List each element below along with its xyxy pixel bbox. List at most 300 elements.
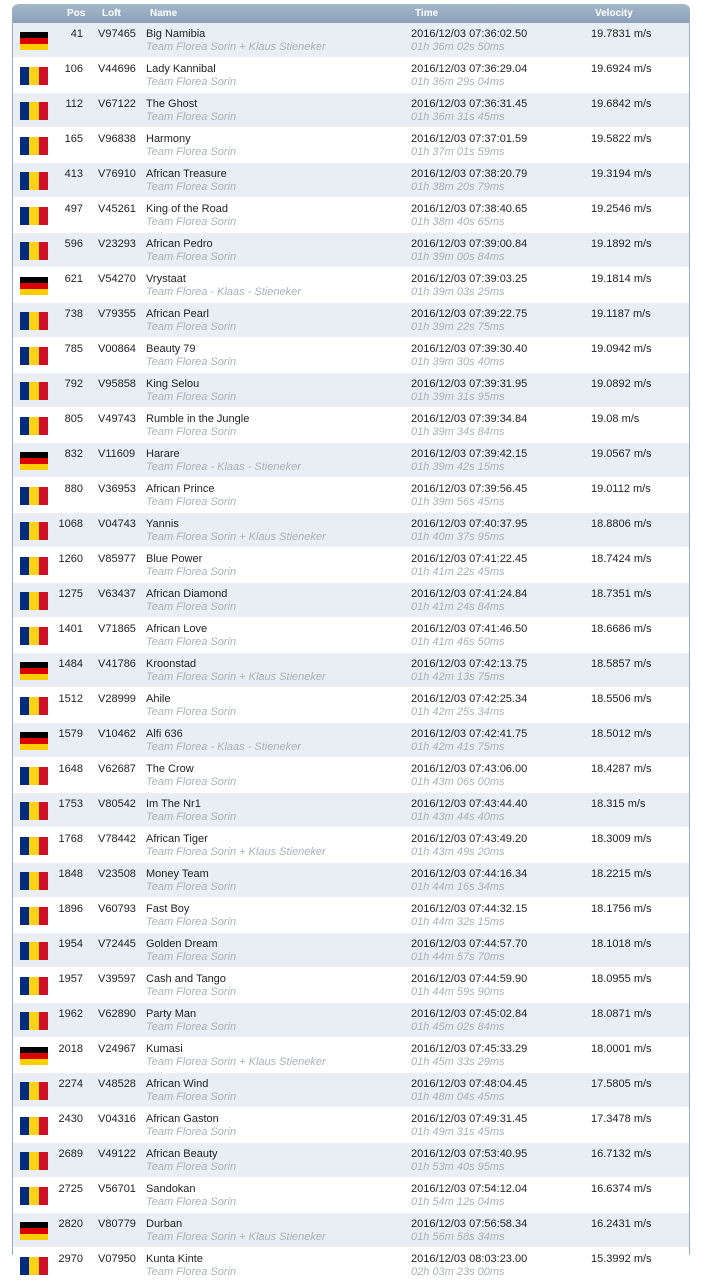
- team-name: Team Florea Sorin: [146, 811, 237, 823]
- loft-cell: V00864: [98, 343, 136, 355]
- flag-stripe: [20, 312, 29, 330]
- arrival-time: 2016/12/03 07:45:02.84: [411, 1008, 528, 1020]
- flight-duration: 01h 39m 03s 25ms: [411, 286, 505, 298]
- team-name: Team Florea Sorin: [146, 1126, 237, 1138]
- team-name: Team Florea Sorin: [146, 1161, 237, 1173]
- loft-cell: V23508: [98, 868, 136, 880]
- velocity-cell: 19.3194 m/s: [591, 168, 652, 180]
- arrival-time: 2016/12/03 07:36:31.45: [411, 98, 528, 110]
- pos-cell: 785: [64, 343, 83, 355]
- col-loft-header[interactable]: Loft: [102, 8, 121, 19]
- table-row[interactable]: [13, 128, 689, 163]
- pigeon-name[interactable]: Blue Power: [146, 553, 203, 565]
- arrival-time: 2016/12/03 07:48:04.45: [411, 1078, 528, 1090]
- pos-cell: 596: [64, 238, 83, 250]
- arrival-time: 2016/12/03 07:39:31.95: [411, 378, 528, 390]
- arrival-time: 2016/12/03 07:41:46.50: [411, 623, 528, 635]
- loft-cell: V04743: [98, 518, 136, 530]
- pigeon-name[interactable]: Im The Nr1: [146, 798, 201, 810]
- pos-cell: 805: [64, 413, 83, 425]
- velocity-cell: 17.5805 m/s: [591, 1078, 652, 1090]
- velocity-cell: 18.0871 m/s: [591, 1008, 652, 1020]
- velocity-cell: 18.5012 m/s: [591, 728, 652, 740]
- team-name: Team Florea Sorin: [146, 111, 237, 123]
- arrival-time: 2016/12/03 07:36:02.50: [411, 28, 528, 40]
- loft-cell: V96838: [98, 133, 136, 145]
- table-row[interactable]: [13, 688, 689, 723]
- table-row[interactable]: [13, 828, 689, 863]
- team-name: Team Florea Sorin: [146, 951, 237, 963]
- pos-cell: 2820: [58, 1218, 83, 1230]
- pigeon-name[interactable]: King Selou: [146, 378, 200, 390]
- loft-cell: V67122: [98, 98, 136, 110]
- pigeon-name[interactable]: African Gaston: [146, 1113, 219, 1125]
- flight-duration: 01h 48m 04s 45ms: [411, 1091, 505, 1103]
- pigeon-name[interactable]: Durban: [146, 1218, 183, 1230]
- pigeon-name[interactable]: Beauty 79: [146, 343, 196, 355]
- table-row[interactable]: [13, 1178, 689, 1213]
- loft-cell: V79355: [98, 308, 136, 320]
- arrival-time: 2016/12/03 07:53:40.95: [411, 1148, 528, 1160]
- flight-duration: 01h 41m 46s 50ms: [411, 636, 505, 648]
- arrival-time: 2016/12/03 07:39:30.40: [411, 343, 528, 355]
- velocity-cell: 17.3478 m/s: [591, 1113, 652, 1125]
- loft-cell: V78442: [98, 833, 136, 845]
- pos-cell: 106: [64, 63, 83, 75]
- velocity-cell: 18.315 m/s: [591, 798, 646, 810]
- pigeon-name[interactable]: African Pearl: [146, 308, 209, 320]
- loft-cell: V54270: [98, 273, 136, 285]
- pigeon-name[interactable]: Kunta Kinte: [146, 1253, 203, 1265]
- pigeon-name[interactable]: Kroonstad: [146, 658, 197, 670]
- arrival-time: 2016/12/03 07:38:20.79: [411, 168, 528, 180]
- pigeon-name[interactable]: Golden Dream: [146, 938, 218, 950]
- pos-cell: 880: [64, 483, 83, 495]
- pos-cell: 1579: [58, 728, 83, 740]
- pos-cell: 165: [64, 133, 83, 145]
- flight-duration: 01h 39m 00s 84ms: [411, 251, 505, 263]
- pigeon-name[interactable]: African Love: [146, 623, 208, 635]
- pigeon-name[interactable]: African Prince: [146, 483, 215, 495]
- flight-duration: 01h 36m 31s 45ms: [411, 111, 505, 123]
- velocity-cell: 19.1814 m/s: [591, 273, 652, 285]
- arrival-time: 2016/12/03 07:44:32.15: [411, 903, 528, 915]
- flight-duration: 01h 42m 25s 34ms: [411, 706, 505, 718]
- flag-stripe: [20, 347, 29, 365]
- team-name: Team Florea - Klaas - Stieneker: [146, 461, 301, 473]
- flag-stripe: [20, 242, 29, 260]
- loft-cell: V44696: [98, 63, 136, 75]
- flag-stripe: [20, 977, 29, 995]
- velocity-cell: 19.6924 m/s: [591, 63, 652, 75]
- velocity-cell: 19.0567 m/s: [591, 448, 652, 460]
- velocity-cell: 19.1187 m/s: [591, 308, 651, 320]
- arrival-time: 2016/12/03 07:42:13.75: [411, 658, 528, 670]
- arrival-time: 2016/12/03 07:42:41.75: [411, 728, 528, 740]
- arrival-time: 2016/12/03 07:39:03.25: [411, 273, 528, 285]
- flight-duration: 01h 41m 22s 45ms: [411, 566, 505, 578]
- pigeon-name[interactable]: Money Team: [146, 868, 209, 880]
- loft-cell: V23293: [98, 238, 136, 250]
- pigeon-name[interactable]: King of the Road: [146, 203, 228, 215]
- loft-cell: V63437: [98, 588, 136, 600]
- pigeon-name[interactable]: Alfi 636: [146, 728, 183, 740]
- table-row[interactable]: [13, 618, 689, 653]
- pigeon-name[interactable]: Big Namibia: [146, 28, 206, 40]
- flag-stripe: [20, 592, 29, 610]
- loft-cell: V56701: [98, 1183, 136, 1195]
- pigeon-name[interactable]: African Beauty: [146, 1148, 218, 1160]
- table-row[interactable]: [13, 1143, 689, 1178]
- pigeon-name[interactable]: African Treasure: [146, 168, 227, 180]
- flag-stripe: [20, 1012, 29, 1030]
- flag-stripe: [20, 1234, 48, 1240]
- pos-cell: 792: [64, 378, 83, 390]
- team-name: Team Florea Sorin: [146, 496, 237, 508]
- velocity-cell: 16.2431 m/s: [591, 1218, 652, 1230]
- pigeon-name[interactable]: The Ghost: [146, 98, 198, 110]
- team-name: Team Florea Sorin: [146, 426, 237, 438]
- table-row[interactable]: [13, 373, 689, 408]
- table-row[interactable]: [13, 198, 689, 233]
- table-row[interactable]: [13, 93, 689, 128]
- team-name: Team Florea Sorin: [146, 706, 237, 718]
- flight-duration: 01h 45m 02s 84ms: [411, 1021, 505, 1033]
- flag-stripe: [20, 172, 29, 190]
- loft-cell: V62687: [98, 763, 136, 775]
- loft-cell: V49743: [98, 413, 136, 425]
- arrival-time: 2016/12/03 07:39:34.84: [411, 413, 528, 425]
- loft-cell: V04316: [98, 1113, 136, 1125]
- flag-stripe: [20, 674, 48, 680]
- team-name: Team Florea Sorin: [146, 391, 237, 403]
- flag-stripe: [20, 289, 48, 295]
- velocity-cell: 18.6686 m/s: [591, 623, 652, 635]
- flight-duration: 01h 43m 44s 40ms: [411, 811, 505, 823]
- arrival-time: 2016/12/03 07:43:06.00: [411, 763, 528, 775]
- flag-stripe: [20, 627, 29, 645]
- loft-cell: V95858: [98, 378, 136, 390]
- team-name: Team Florea Sorin + Klaus Stieneker: [146, 1056, 326, 1068]
- pos-cell: 1848: [58, 868, 83, 880]
- pigeon-name[interactable]: African Pedro: [146, 238, 213, 250]
- team-name: Team Florea Sorin: [146, 216, 237, 228]
- team-name: Team Florea Sorin: [146, 776, 237, 788]
- arrival-time: 2016/12/03 07:56:58.34: [411, 1218, 528, 1230]
- loft-cell: V39597: [98, 973, 136, 985]
- pos-cell: 1401: [58, 623, 83, 635]
- table-row[interactable]: [13, 408, 689, 443]
- team-name: Team Florea Sorin: [146, 356, 237, 368]
- team-name: Team Florea Sorin: [146, 636, 237, 648]
- table-row[interactable]: [13, 1038, 689, 1073]
- team-name: Team Florea Sorin: [146, 76, 237, 88]
- flag-stripe: [20, 942, 29, 960]
- arrival-time: 2016/12/03 07:43:49.20: [411, 833, 528, 845]
- arrival-time: 2016/12/03 07:39:00.84: [411, 238, 528, 250]
- team-name: Team Florea Sorin: [146, 146, 237, 158]
- pos-cell: 1954: [58, 938, 83, 950]
- table-row[interactable]: [13, 1003, 689, 1038]
- velocity-cell: 19.0942 m/s: [591, 343, 652, 355]
- team-name: Team Florea Sorin: [146, 181, 237, 193]
- flag-stripe: [20, 137, 29, 155]
- pos-cell: 1484: [58, 658, 83, 670]
- velocity-cell: 19.6842 m/s: [591, 98, 652, 110]
- team-name: Team Florea Sorin + Klaus Stieneker: [146, 846, 326, 858]
- pigeon-name[interactable]: Kumasi: [146, 1043, 183, 1055]
- pos-cell: 2970: [58, 1253, 83, 1265]
- flag-stripe: [20, 487, 29, 505]
- pigeon-name[interactable]: Sandokan: [146, 1183, 196, 1195]
- team-name: Team Florea Sorin + Klaus Stieneker: [146, 41, 326, 53]
- table-row[interactable]: [13, 758, 689, 793]
- velocity-cell: 18.4287 m/s: [591, 763, 652, 775]
- table-row[interactable]: [13, 548, 689, 583]
- flag-stripe: [20, 767, 29, 785]
- table-row[interactable]: [13, 303, 689, 338]
- flag-stripe: [20, 744, 48, 750]
- col-velocity-header[interactable]: Velocity: [595, 8, 633, 19]
- velocity-cell: 16.6374 m/s: [591, 1183, 652, 1195]
- pos-cell: 1753: [58, 798, 83, 810]
- table-row[interactable]: [13, 268, 689, 303]
- loft-cell: V28999: [98, 693, 136, 705]
- team-name: Team Florea Sorin: [146, 1266, 237, 1278]
- table-row[interactable]: [13, 863, 689, 898]
- pigeon-name[interactable]: Lady Kannibal: [146, 63, 216, 75]
- loft-cell: V41786: [98, 658, 136, 670]
- col-time-header[interactable]: Time: [415, 8, 439, 19]
- pos-cell: 1648: [58, 763, 83, 775]
- flight-duration: 01h 42m 13s 75ms: [411, 671, 505, 683]
- table-row[interactable]: [13, 1248, 689, 1283]
- results-panel: [12, 4, 690, 1278]
- flight-duration: 01h 54m 12s 04ms: [411, 1196, 505, 1208]
- flag-stripe: [20, 522, 29, 540]
- col-name-header[interactable]: Name: [150, 8, 178, 19]
- pos-cell: 2430: [58, 1113, 83, 1125]
- team-name: Team Florea Sorin: [146, 251, 237, 263]
- arrival-time: 2016/12/03 07:45:33.29: [411, 1043, 528, 1055]
- velocity-cell: 18.0001 m/s: [591, 1043, 652, 1055]
- flag-stripe: [20, 417, 29, 435]
- flag-stripe: [20, 872, 29, 890]
- pigeon-name[interactable]: African Tiger: [146, 833, 208, 845]
- loft-cell: V71865: [98, 623, 136, 635]
- table-row[interactable]: [13, 338, 689, 373]
- flight-duration: 01h 44m 32s 15ms: [411, 916, 505, 928]
- loft-cell: V48528: [98, 1078, 136, 1090]
- flag-stripe: [20, 697, 29, 715]
- table-row[interactable]: [13, 1073, 689, 1108]
- team-name: Team Florea Sorin: [146, 916, 237, 928]
- team-name: Team Florea Sorin: [146, 321, 237, 333]
- team-name: Team Florea Sorin: [146, 1021, 237, 1033]
- arrival-time: 2016/12/03 07:41:22.45: [411, 553, 528, 565]
- velocity-cell: 18.7351 m/s: [591, 588, 652, 600]
- team-name: Team Florea Sorin: [146, 566, 237, 578]
- pigeon-name[interactable]: Vrystaat: [146, 273, 186, 285]
- team-name: Team Florea Sorin: [146, 881, 237, 893]
- velocity-cell: 18.5857 m/s: [591, 658, 652, 670]
- table-row[interactable]: [13, 163, 689, 198]
- pigeon-name[interactable]: Rumble in the Jungle: [146, 413, 250, 425]
- pos-cell: 738: [64, 308, 83, 320]
- arrival-time: 2016/12/03 07:44:57.70: [411, 938, 528, 950]
- pigeon-name[interactable]: Fast Boy: [146, 903, 190, 915]
- pigeon-name[interactable]: Harmony: [146, 133, 191, 145]
- flight-duration: 01h 39m 42s 15ms: [411, 461, 505, 473]
- table-row[interactable]: [13, 793, 689, 828]
- flag-stripe: [20, 464, 48, 470]
- arrival-time: 2016/12/03 07:44:59.90: [411, 973, 528, 985]
- flight-duration: 01h 39m 56s 45ms: [411, 496, 505, 508]
- flag-stripe: [20, 102, 29, 120]
- flight-duration: 01h 36m 29s 04ms: [411, 76, 505, 88]
- loft-cell: V24967: [98, 1043, 136, 1055]
- table-row[interactable]: [13, 478, 689, 513]
- flag-stripe: [20, 1187, 29, 1205]
- table-row[interactable]: [13, 233, 689, 268]
- flag-stripe: [20, 557, 29, 575]
- pigeon-name[interactable]: The Crow: [146, 763, 194, 775]
- flight-duration: 01h 38m 40s 65ms: [411, 216, 505, 228]
- flight-duration: 01h 38m 20s 79ms: [411, 181, 505, 193]
- pigeon-name[interactable]: Party Man: [146, 1008, 197, 1020]
- pos-cell: 1896: [58, 903, 83, 915]
- table-row[interactable]: [13, 23, 689, 58]
- arrival-time: 2016/12/03 07:40:37.95: [411, 518, 528, 530]
- team-name: Team Florea - Klaas - Stieneker: [146, 286, 301, 298]
- table-row[interactable]: [13, 968, 689, 1003]
- team-name: Team Florea Sorin + Klaus Stieneker: [146, 1231, 326, 1243]
- table-row[interactable]: [13, 898, 689, 933]
- flag-stripe: [20, 44, 48, 50]
- pos-cell: 621: [64, 273, 83, 285]
- flight-duration: 01h 44m 57s 70ms: [411, 951, 505, 963]
- pigeon-name[interactable]: Cash and Tango: [146, 973, 226, 985]
- arrival-time: 2016/12/03 07:54:12.04: [411, 1183, 528, 1195]
- velocity-cell: 18.1018 m/s: [591, 938, 652, 950]
- pigeon-name[interactable]: Ahile: [146, 693, 171, 705]
- table-row[interactable]: [13, 653, 689, 688]
- pos-cell: 41: [70, 28, 83, 40]
- flight-duration: 02h 03m 23s 00ms: [411, 1266, 505, 1278]
- velocity-cell: 16.7132 m/s: [591, 1148, 652, 1160]
- flight-duration: 01h 44m 59s 90ms: [411, 986, 505, 998]
- arrival-time: 2016/12/03 07:39:56.45: [411, 483, 528, 495]
- loft-cell: V80542: [98, 798, 136, 810]
- pos-cell: 2274: [58, 1078, 83, 1090]
- table-row[interactable]: [13, 443, 689, 478]
- flight-duration: 01h 43m 06s 00ms: [411, 776, 505, 788]
- flag-stripe: [20, 907, 29, 925]
- arrival-time: 2016/12/03 07:42:25.34: [411, 693, 528, 705]
- flight-duration: 01h 40m 37s 95ms: [411, 531, 505, 543]
- velocity-cell: 18.1756 m/s: [591, 903, 652, 915]
- loft-cell: V10462: [98, 728, 136, 740]
- flag-stripe: [20, 1082, 29, 1100]
- velocity-cell: 19.0892 m/s: [591, 378, 652, 390]
- flight-duration: 01h 43m 49s 20ms: [411, 846, 505, 858]
- pos-cell: 413: [64, 168, 83, 180]
- table-row[interactable]: [13, 583, 689, 618]
- pos-cell: 1275: [58, 588, 83, 600]
- velocity-cell: 18.5506 m/s: [591, 693, 652, 705]
- loft-cell: V97465: [98, 28, 136, 40]
- table-row[interactable]: [13, 513, 689, 548]
- team-name: Team Florea Sorin: [146, 601, 237, 613]
- flag-stripe: [20, 1059, 48, 1065]
- pos-cell: 1512: [58, 693, 83, 705]
- velocity-cell: 18.7424 m/s: [591, 553, 652, 565]
- arrival-time: 2016/12/03 07:43:44.40: [411, 798, 528, 810]
- arrival-time: 2016/12/03 07:39:22.75: [411, 308, 528, 320]
- arrival-time: 2016/12/03 07:38:40.65: [411, 203, 528, 215]
- col-pos-header[interactable]: Pos: [67, 8, 86, 19]
- loft-cell: V60793: [98, 903, 136, 915]
- loft-cell: V85977: [98, 553, 136, 565]
- flag-stripe: [20, 1117, 29, 1135]
- flight-duration: 01h 44m 16s 34ms: [411, 881, 505, 893]
- team-name: Team Florea Sorin: [146, 986, 237, 998]
- flight-duration: 01h 56m 58s 34ms: [411, 1231, 505, 1243]
- loft-cell: V07950: [98, 1253, 136, 1265]
- team-name: Team Florea Sorin + Klaus Stieneker: [146, 671, 326, 683]
- table-row[interactable]: [13, 933, 689, 968]
- velocity-cell: 18.0955 m/s: [591, 973, 652, 985]
- velocity-cell: 19.0112 m/s: [591, 483, 651, 495]
- pigeon-name[interactable]: African Wind: [146, 1078, 209, 1090]
- flag-stripe: [20, 802, 29, 820]
- flag-stripe: [20, 382, 29, 400]
- loft-cell: V11609: [98, 448, 136, 460]
- team-name: Team Florea - Klaas - Stieneker: [146, 741, 301, 753]
- flight-duration: 01h 39m 22s 75ms: [411, 321, 505, 333]
- pos-cell: 1768: [58, 833, 83, 845]
- pos-cell: 1957: [58, 973, 83, 985]
- loft-cell: V62890: [98, 1008, 136, 1020]
- flight-duration: 01h 39m 30s 40ms: [411, 356, 505, 368]
- velocity-cell: 19.7831 m/s: [591, 28, 652, 40]
- table-row[interactable]: [13, 58, 689, 93]
- team-name: Team Florea Sorin + Klaus Stieneker: [146, 531, 326, 543]
- velocity-cell: 18.2215 m/s: [591, 868, 652, 880]
- table-row[interactable]: [13, 1213, 689, 1248]
- table-row[interactable]: [13, 723, 689, 758]
- team-name: Team Florea Sorin: [146, 1091, 237, 1103]
- pos-cell: 1260: [58, 553, 83, 565]
- flag-stripe: [20, 207, 29, 225]
- arrival-time: 2016/12/03 07:37:01.59: [411, 133, 528, 145]
- table-row[interactable]: [13, 1108, 689, 1143]
- pos-cell: 1962: [58, 1008, 83, 1020]
- loft-cell: V72445: [98, 938, 136, 950]
- velocity-cell: 18.3009 m/s: [591, 833, 652, 845]
- flight-duration: 01h 49m 31s 45ms: [411, 1126, 505, 1138]
- pigeon-name[interactable]: Yannis: [146, 518, 179, 530]
- flight-duration: 01h 39m 31s 95ms: [411, 391, 505, 403]
- pigeon-name[interactable]: African Diamond: [146, 588, 228, 600]
- results-table-body: [13, 23, 689, 1283]
- pos-cell: 2018: [58, 1043, 83, 1055]
- velocity-cell: 18.8806 m/s: [591, 518, 652, 530]
- team-name: Team Florea Sorin: [146, 1196, 237, 1208]
- pos-cell: 112: [65, 98, 83, 110]
- pigeon-name[interactable]: Harare: [146, 448, 180, 460]
- flag-stripe: [20, 837, 29, 855]
